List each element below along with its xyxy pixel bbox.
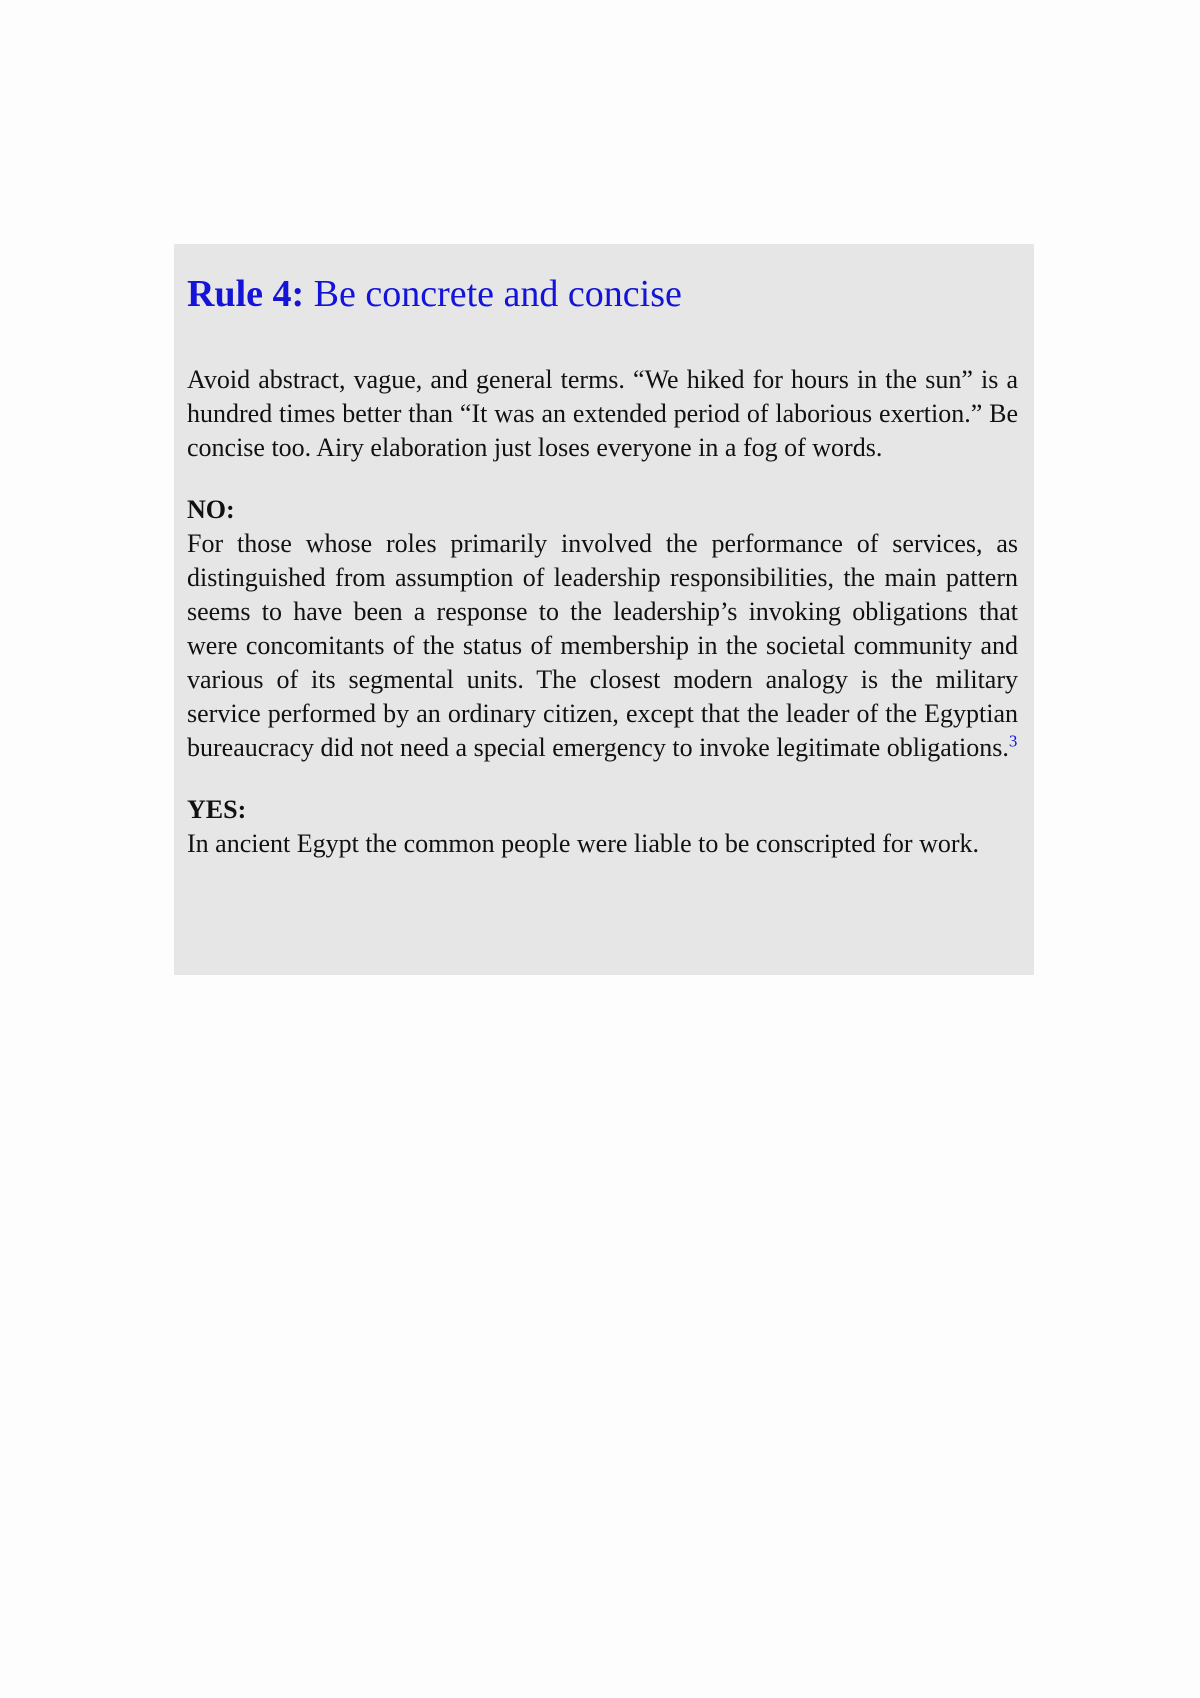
rule-intro-paragraph: Avoid abstract, vague, and general terms. “We hiked for hours in the sun” is a hundred times better than “It was an extended period of laborious exertion.” Be concise too. Airy elaboration just loses everyone in a fog of words. <box>187 364 1018 462</box>
no-example-paragraph <box>187 527 1018 765</box>
footnote-reference-link[interactable]: 3 <box>1008 731 1018 751</box>
rule-title <box>187 273 1018 317</box>
rule-box <box>174 244 1034 975</box>
yes-label: YES: <box>187 794 247 824</box>
yes-example-paragraph: In ancient Egypt the common people were liable to be conscripted for work. <box>187 828 980 858</box>
rule-title-text: Be concrete and concise <box>313 273 682 315</box>
rule-number-label: Rule 4: <box>187 273 305 315</box>
no-label: NO: <box>187 494 235 524</box>
no-example-text: For those whose roles primarily involved the performance of services, as distinguished from assumption of leadership responsibilities, the main pattern seems to have been a response to the leadership’s invoking obligations that were concomitants of the status of membership in the societal community and various of its segmental units. The closest modern analogy is the military service performed by an ordinary citizen, except that the leader of the Egyptian bureaucracy did not need a special emergency to invoke legitimate obligations. <box>187 528 1018 762</box>
